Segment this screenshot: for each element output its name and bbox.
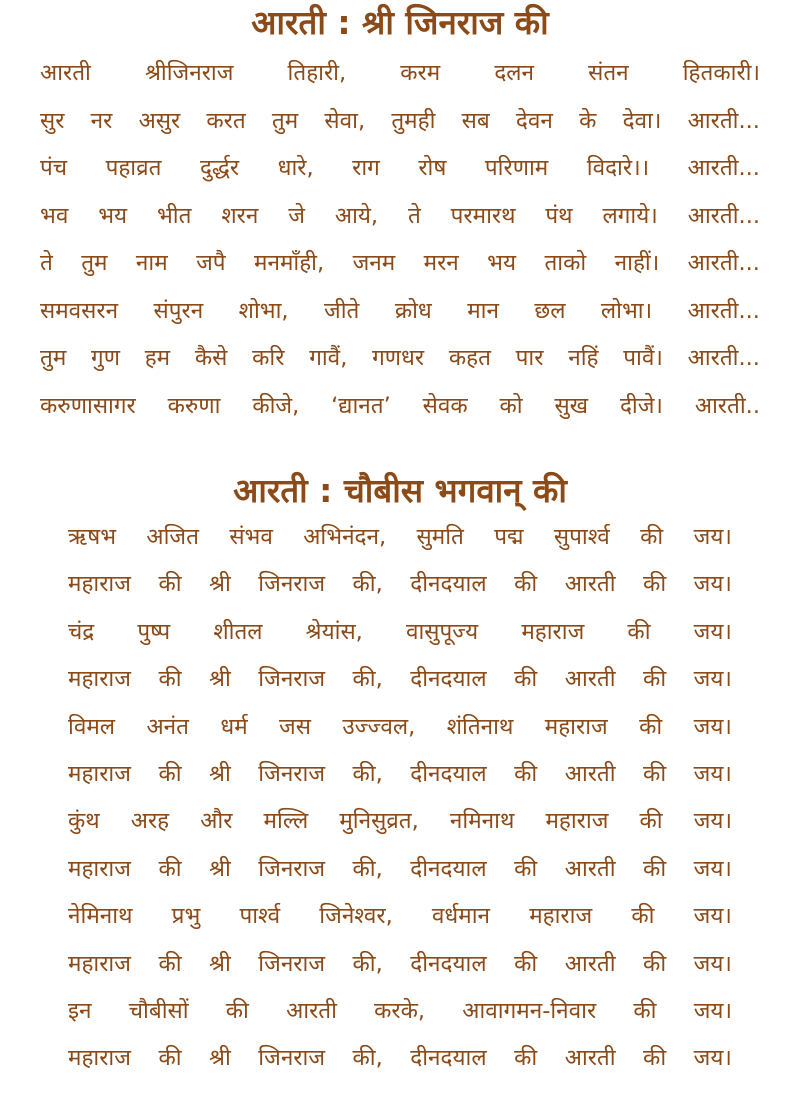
verse-word: की [158,950,182,977]
verse-word: की [514,855,538,882]
verse-word: प्रभु [171,903,201,930]
verse-word: आवागमन-निवार [462,997,597,1024]
verse-word: वर्धमान [431,903,491,930]
verse-line [40,145,760,193]
verse-word: करत [206,107,246,134]
verse-word: धारे, [277,155,314,181]
verse-word: आरती [564,666,616,693]
verse-word: की [639,713,663,740]
verse-word: की [158,571,182,598]
verse-word: जय। [693,618,732,645]
verse-word: की [639,808,663,835]
verse-word: शंतिनाथ [446,713,514,740]
aarti-chaubis-section [0,470,800,1083]
verse-word: करके, [374,997,426,1024]
verse-word: विमल [68,713,116,740]
verse-word: आरती [286,997,337,1024]
verse-word: मान [467,297,499,324]
verse-word: संभव [229,524,273,550]
verse-word: संतन [588,60,629,86]
aarti-jinraj-title: आरती : श्री जिनराज की [251,3,549,42]
verse-word: दीनदयाल [410,666,487,693]
verse-word: नहिं [568,345,599,371]
verse-word: जिनराज [258,571,326,598]
verse-word: ‘द्यानत’ [331,392,391,419]
verse-word: महाराज [545,808,609,835]
verse-word: सुर [40,107,65,134]
verse-word: जिनराज [258,760,326,787]
verse-word: वासुपूज्य [405,618,479,645]
verse-word: जिनराज [258,1045,326,1072]
verse-word: आरती.. [694,392,760,419]
verse-word: पावैं। [623,345,663,371]
verse-word: जिनेश्वर, [319,903,393,930]
verse-word: महाराज [529,903,593,930]
verse-word: दीनदयाल [410,855,487,882]
verse-word: क्रोध [394,297,432,324]
verse-word: परिणाम [484,155,549,181]
verse-word: आरती... [687,345,760,371]
verse-word: श्री [209,666,231,693]
verse-word: शोभा, [238,297,289,324]
verse-word: श्री [209,571,231,598]
verse-word: आरती [564,950,616,977]
verse-word: जय। [693,524,732,550]
verse-word: जपै [196,250,226,276]
verse-word: की [633,997,657,1024]
verse-word: की, [352,760,383,787]
aarti-chaubis-verses [0,514,800,1083]
verse-word: पुष्प [137,618,171,645]
verse-word: करुणा [167,392,221,419]
verse-word: महाराज [521,618,585,645]
verse-word: उज्ज्वल, [342,713,416,740]
verse-word: कुंथ [68,808,100,835]
verse-line [68,514,732,561]
verse-word: भय [487,250,517,276]
verse-word: दीनदयाल [410,950,487,977]
verse-word: की, [352,1045,383,1072]
verse-word: जय। [693,666,732,693]
verse-word: की [643,760,667,787]
verse-word: दीनदयाल [410,760,487,787]
verse-word: जीते [324,297,360,324]
verse-word: नाम [135,250,168,276]
verse-word: की [643,950,667,977]
verse-line [40,335,760,383]
verse-word: की [514,760,538,787]
verse-line [68,988,732,1035]
verse-word: हम [144,345,171,371]
verse-word: जनम [352,250,396,276]
verse-word: की, [352,571,383,598]
verse-word: आरती... [687,155,760,181]
verse-word: जय। [693,855,732,882]
verse-word: अभिनंदन, [303,524,387,550]
verse-word: आरती [564,760,616,787]
verse-line [68,893,732,940]
verse-word: करम [400,60,441,86]
verse-word: के [579,107,597,134]
verse-word: सब [461,107,490,134]
verse-word: जय। [693,808,732,835]
verse-word: सुमति [416,524,464,550]
aarti-jinraj-verses [0,50,800,430]
verse-line [68,941,732,988]
verse-word: जय। [693,903,732,930]
verse-word: ताको [544,250,587,276]
verse-word: श्री [209,855,231,882]
verse-word: आरती... [687,250,760,276]
verse-word: नर [90,107,113,134]
verse-word: श्री [209,760,231,787]
verse-word: दीनदयाल [410,1045,487,1072]
verse-line [68,1035,732,1082]
verse-line [40,383,760,431]
verse-word: चंद्र [68,618,95,645]
verse-word: ते [40,250,53,276]
verse-word: देवा। [622,107,662,134]
verse-word: करि [252,345,285,371]
verse-word: की [643,666,667,693]
verse-word: मल्लि [263,808,309,835]
verse-word: छल [534,297,566,324]
verse-word: नाहीं। [614,250,660,276]
verse-word: की [158,666,182,693]
verse-line [68,798,732,845]
verse-line [68,751,732,798]
verse-word: जय। [693,760,732,787]
verse-word: अरह [130,808,170,835]
verse-word: कैसे [194,345,228,371]
verse-word: आये, [334,202,379,229]
verse-word: जिनराज [258,950,326,977]
verse-word: कहत [448,345,491,371]
verse-word: मुनिसुव्रत, [339,808,419,835]
verse-word: जय। [693,713,732,740]
verse-word: जस [279,713,311,740]
verse-word: पार [515,345,544,371]
verse-word: महाराज [68,950,131,977]
verse-word: गणधर [372,345,425,371]
verse-line [40,50,760,98]
verse-line [68,561,732,608]
verse-word: लगाये। [602,202,658,229]
verse-word: की [514,571,538,598]
verse-word: महाराज [68,855,131,882]
verse-word: गुण [91,345,120,371]
verse-word: विदारे।। [586,155,650,181]
verse-word: और [200,808,233,835]
verse-word: जय। [693,1045,732,1072]
verse-word: चौबीसों [128,997,189,1024]
verse-word: पद्म [494,524,524,550]
verse-word: हितकारी। [682,60,760,86]
verse-word: महाराज [68,760,131,787]
verse-word: पंच [40,155,68,181]
verse-word: परमारथ [450,202,516,229]
verse-word: सेवक [422,392,468,419]
verse-line [40,240,760,288]
verse-word: शीतल [213,618,263,645]
verse-word: महाराज [68,1045,131,1072]
verse-word: श्रेयांस, [305,618,363,645]
verse-word: जय। [693,950,732,977]
verse-word: पंथ [545,202,573,229]
aarti-jinraj-section [0,0,800,430]
verse-word: की, [352,666,383,693]
verse-word: जय। [693,571,732,598]
verse-word: आरती [40,60,91,86]
verse-word: नेमिनाथ [68,903,133,930]
verse-word: जे [288,202,305,229]
verse-line [68,656,732,703]
verse-word: श्री [209,1045,231,1072]
verse-word: भय [98,202,128,229]
verse-line [40,98,760,146]
verse-word: की, [352,950,383,977]
verse-word: मनमाँही, [254,250,325,276]
verse-word: असुर [138,107,181,134]
verse-word: महाराज [544,713,608,740]
verse-word: ते [407,202,421,229]
verse-word: कीजे, [252,392,300,419]
verse-word: सुपार्श्व [553,524,610,550]
verse-word: आरती... [687,202,760,229]
verse-word: गावैं, [309,345,348,371]
verse-word: दलन [494,60,535,86]
verse-word: भीत [156,202,192,229]
verse-word: आरती [564,571,616,598]
verse-word: श्री [209,950,231,977]
verse-word: की [514,950,538,977]
verse-word: सुख [554,392,589,419]
verse-word: तिहारी, [287,60,347,86]
verse-word: ऋषभ [68,524,117,550]
verse-word: लोभा। [600,297,653,324]
verse-word: आरती... [687,297,760,324]
verse-word: की [225,997,249,1024]
verse-word: की [631,903,655,930]
verse-word: की [514,666,538,693]
verse-word: सेवा, [324,107,366,134]
verse-word: आरती [564,1045,616,1072]
verse-word: इन [68,997,92,1024]
verse-word: की, [352,855,383,882]
verse-word: तुम [81,250,108,276]
verse-word: राग [352,155,380,181]
verse-word: धर्म [220,713,248,740]
verse-word: आरती... [687,107,760,134]
verse-word: शरन [221,202,259,229]
verse-word: महाराज [68,666,131,693]
verse-word: दीनदयाल [410,571,487,598]
verse-word: श्रीजिनराज [144,60,234,86]
verse-word: दीजे। [619,392,663,419]
verse-word: अजित [146,524,199,550]
aarti-chaubis-title: आरती : चौबीस भगवान् की [233,471,567,510]
verse-word: की [158,760,182,787]
verse-word: पहाव्रत [105,155,162,181]
verse-word: आरती [564,855,616,882]
verse-word: की [514,1045,538,1072]
verse-word: समवसरन [40,297,119,324]
verse-word: की [627,618,651,645]
verse-line [68,846,732,893]
verse-word: रोष [418,155,447,181]
verse-word: तुम [40,345,67,371]
verse-line [40,193,760,241]
verse-line [68,609,732,656]
verse-word: भव [40,202,69,229]
verse-word: पार्श्व [239,903,281,930]
verse-word: की [643,1045,667,1072]
verse-word: की [643,571,667,598]
verse-word: तुम [271,107,299,134]
verse-word: नमिनाथ [449,808,515,835]
verse-word: की [643,855,667,882]
verse-word: अनंत [146,713,189,740]
verse-line [68,704,732,751]
verse-word: को [499,392,523,419]
verse-word: मरन [423,250,459,276]
verse-word: करुणासागर [40,392,136,419]
verse-line [40,288,760,336]
verse-word: संपुरन [153,297,204,324]
verse-word: की [640,524,664,550]
verse-word: देवन [515,107,553,134]
verse-word: महाराज [68,571,131,598]
verse-word: जिनराज [258,855,326,882]
verse-word: तुमही [391,107,436,134]
verse-word: जय। [693,997,732,1024]
verse-word: दुर्द्धर [199,155,240,181]
verse-word: जिनराज [258,666,326,693]
verse-word: की [158,855,182,882]
verse-word: की [158,1045,182,1072]
